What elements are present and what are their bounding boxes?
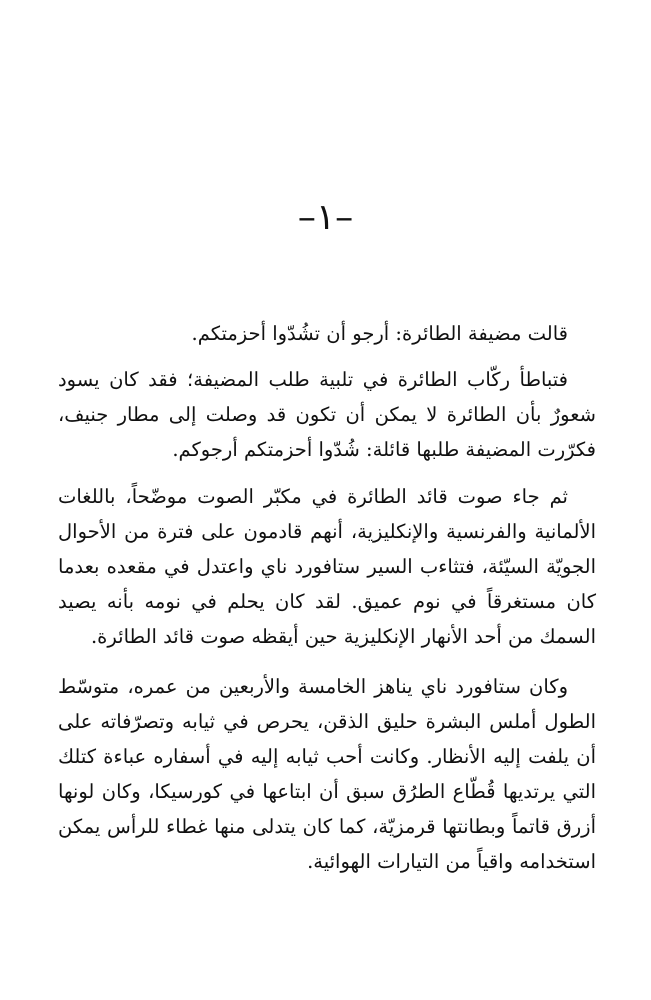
paragraph-4: وكان ستافورد ناي يناهز الخامسة والأربعين من عمره، متوسّط الطول أملس البشرة حليق الذقن، يحرص في ثيابه وتصرّفاته على أن يلفت إليه الأنظار. وكانت أحب ثيابه إليه في أسفاره عباءة كتلك التي يرتديها قُطّاع الطرُق سبق أن ابتاعها في كورسيكا، وكان لونها أزرق قاتماً وبطانتها قرمزيّة، كما كان يتدلى منها غطاء للرأس يمكن استخدامه واقياً من التيارات الهوائية.: [58, 675, 596, 873]
paragraph-2: فتباطأ ركّاب الطائرة في تلبية طلب المضيفة؛ فقد كان يسود شعورٌ بأن الطائرة لا يمكن أن تكون قد وصلت إلى مطار جنيف، فكرّرت المضيفة طلبها قائلة: شُدّوا أحزمتكم أرجوكم.: [58, 368, 596, 461]
paragraph-3: ثم جاء صوت قائد الطائرة في مكبّر الصوت موضّحاً، باللغات الألمانية والفرنسية والإنكليزية، أنهم قادمون على فترة من الأحوال الجويّة السيّئة، فتثاءب السير ستافورد ناي واعتدل في مقعده بعدما كان مستغرقاً في نوم عميق. لقد كان يحلم في نومه بأنه يصيد السمك من أحد الأنهار الإنكليزية حين أيقظه صوت قائد الطائرة.: [58, 485, 596, 648]
paragraph-1: قالت مضيفة الطائرة: أرجو أن تشُدّوا أحزمتكم.: [191, 322, 568, 345]
chapter-number: –١–: [297, 197, 354, 238]
chapter-body: [58, 316, 596, 879]
